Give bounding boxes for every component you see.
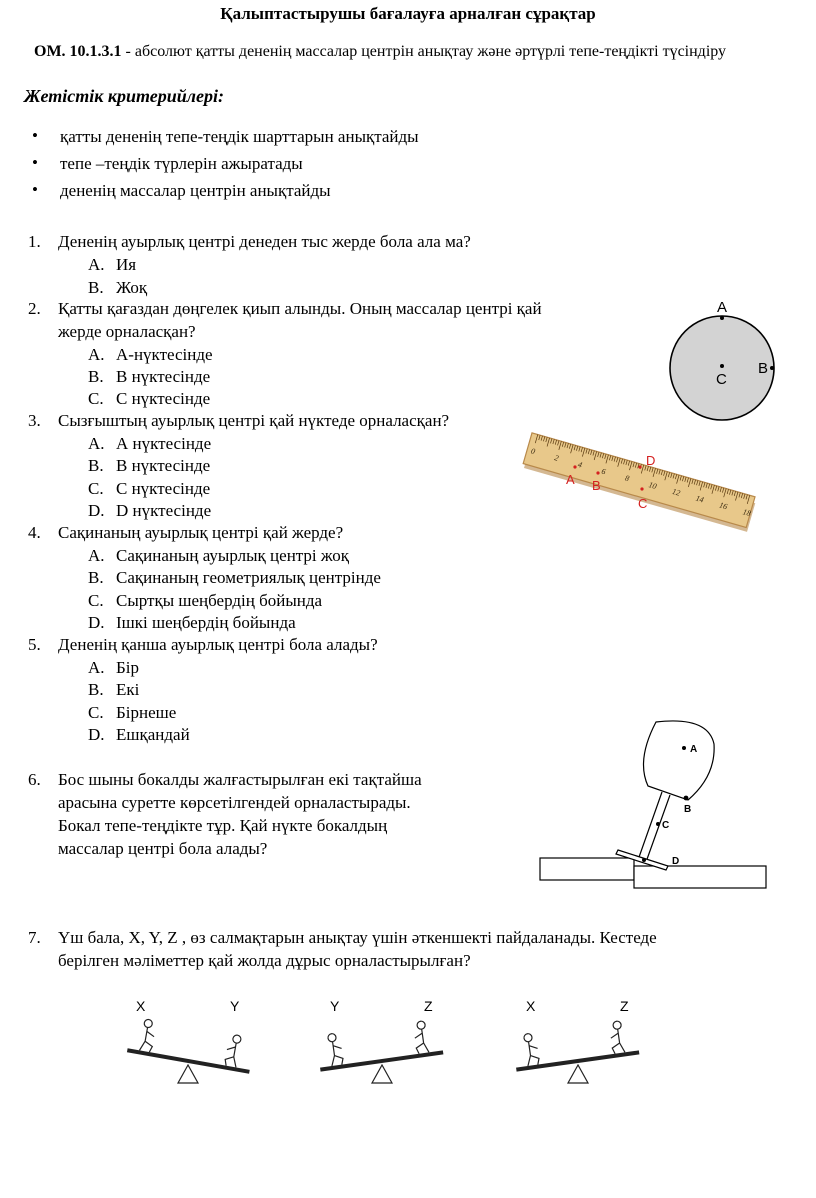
question-number: 2.	[28, 299, 41, 318]
seesaw-1	[118, 993, 268, 1093]
question-3	[28, 411, 450, 431]
label-b: B	[684, 804, 692, 815]
question-text-cont: Бокал тепе-теңдікте тұр. Қай нүкте бокалдың	[58, 816, 388, 835]
option-letter: B.	[88, 278, 104, 297]
label-a: A	[690, 744, 698, 755]
ruler-body	[523, 433, 755, 528]
option	[88, 434, 212, 454]
question-5	[28, 635, 378, 655]
option-letter: B.	[88, 456, 104, 475]
question-text: Үш бала, X, Y, Z , өз салмақтарын анықтау үшін әткеншекті пайдаланады. Кестеде	[58, 928, 657, 947]
option-text: Екі	[116, 680, 140, 699]
circle-figure	[660, 300, 790, 430]
option	[88, 725, 190, 745]
seesaw-3	[508, 993, 658, 1093]
point-d-dot	[638, 465, 641, 468]
option-text: Ішкі шеңбердің бойында	[116, 613, 296, 632]
question-number: 7.	[28, 928, 41, 947]
right-label: Z	[620, 998, 629, 1014]
option-text: Жоқ	[116, 278, 148, 297]
option-letter: A.	[88, 658, 105, 677]
option	[88, 367, 211, 387]
option-letter: C.	[88, 591, 104, 610]
option-text: Бірнеше	[116, 703, 177, 722]
criteria-item: • қатты дененің тепе-теңдік шарттарын анықтайды	[60, 127, 419, 147]
ruler-number: 0	[529, 446, 537, 457]
question-4	[28, 523, 344, 543]
question-text: Дененің ауырлық центрі денеден тыс жерде бола ала ма?	[58, 232, 471, 251]
child-right-icon	[224, 1034, 241, 1068]
child-right-icon	[609, 1021, 625, 1054]
option	[88, 680, 140, 700]
option-text: Бір	[116, 658, 139, 677]
label-b: B	[592, 478, 601, 493]
option-text: С нүктесінде	[116, 389, 211, 408]
option-letter: D.	[88, 725, 105, 744]
question-number: 6.	[28, 770, 41, 789]
label-d: D	[646, 453, 656, 468]
right-label: Y	[230, 998, 240, 1014]
seesaw-fulcrum	[372, 1065, 392, 1083]
option-letter: A.	[88, 434, 105, 453]
option	[88, 658, 139, 678]
option-letter: B.	[88, 568, 104, 587]
question-text-cont: жерде орналасқан?	[58, 322, 196, 341]
question-number: 4.	[28, 523, 41, 542]
option-letter: B.	[88, 367, 104, 386]
child-right-icon	[413, 1021, 429, 1054]
question-text: Дененің қанша ауырлық центрі бола алады?	[58, 635, 378, 654]
option-text: В нүктесінде	[116, 367, 211, 386]
question-2	[28, 299, 542, 319]
label-c: C	[638, 496, 648, 511]
option-letter: D.	[88, 501, 105, 520]
option-text: В нүктесінде	[116, 456, 211, 475]
question-text-cont: берілген мәліметтер қай жолда дұрыс орналастырылған?	[58, 951, 471, 970]
ruler-number: 10	[647, 480, 658, 492]
glass-figure	[538, 720, 770, 890]
child-left-icon	[327, 1033, 343, 1066]
seesaw-2	[312, 993, 462, 1093]
ruler-number: 12	[671, 486, 682, 498]
point-d-dot	[642, 858, 646, 862]
option-letter: A.	[88, 255, 105, 274]
option	[88, 255, 137, 275]
option	[88, 546, 349, 566]
question-number: 3.	[28, 411, 41, 430]
option-text: С нүктесінде	[116, 479, 211, 498]
point-c-dot	[640, 487, 643, 490]
criteria-item: • дененің массалар центрін анықтайды	[60, 181, 331, 201]
seesaw-fulcrum	[568, 1065, 588, 1083]
right-label: Z	[424, 998, 433, 1014]
question-text: Сызғыштың ауырлық центрі қай нүктеде орналасқан?	[58, 411, 450, 430]
option-text: Ия	[116, 255, 137, 274]
option-letter: C.	[88, 703, 104, 722]
point-a-dot	[720, 316, 724, 320]
question-number: 1.	[28, 232, 41, 251]
ruler-number: 2	[553, 453, 560, 463]
ruler-number: 4	[576, 459, 584, 470]
point-b-dot	[684, 796, 689, 801]
question-text: Қатты қағаздан дөңгелек қиып алынды. Оның массалар центрі қай	[58, 299, 542, 318]
label-d: D	[672, 856, 680, 867]
left-label: X	[136, 998, 146, 1014]
child-left-icon	[139, 1019, 156, 1053]
question-number: 5.	[28, 635, 41, 654]
seesaw-fulcrum	[178, 1065, 198, 1083]
option	[88, 613, 296, 633]
option-letter: D.	[88, 613, 105, 632]
point-c-dot	[720, 364, 724, 368]
glass-bowl	[644, 721, 715, 800]
option	[88, 591, 323, 611]
question-text: Сақинаның ауырлық центрі қай жерде?	[58, 523, 344, 542]
criteria-heading: Жетістік критерийлері:	[24, 86, 225, 106]
option-letter: B.	[88, 680, 104, 699]
option	[88, 703, 177, 723]
point-b-dot	[770, 366, 774, 370]
option	[88, 479, 211, 499]
left-label: Y	[330, 998, 340, 1014]
ruler-number: 8	[623, 473, 631, 484]
option-letter: C.	[88, 479, 104, 498]
objective-code: ОМ. 10.1.3.1	[34, 43, 122, 60]
option	[88, 568, 381, 588]
point-c-dot	[656, 822, 660, 826]
option	[88, 278, 148, 298]
option-letter: A.	[88, 345, 105, 364]
question-text-cont: арасына суретте көрсетілгендей орналастырады.	[58, 793, 411, 812]
option-text: Сақинаның геометриялық центрінде	[116, 568, 381, 587]
option	[88, 389, 211, 409]
label-a: A	[566, 472, 575, 487]
board-right	[634, 866, 766, 888]
board-left	[540, 858, 634, 880]
option-letter: C.	[88, 389, 104, 408]
option-text: Сақинаның ауырлық центрі жоқ	[116, 546, 349, 565]
ruler-number: 16	[718, 500, 729, 512]
label-b: B	[758, 360, 769, 377]
option-text: Сыртқы шеңбердің бойында	[116, 591, 323, 610]
ruler-number: 14	[694, 493, 705, 505]
label-c: C	[716, 371, 727, 388]
page-title: Қалыптастырушы бағалауға арналған сұрақтар	[220, 4, 596, 23]
point-b-dot	[596, 471, 599, 474]
label-c: C	[662, 820, 670, 831]
option-text: D нүктесінде	[116, 501, 212, 520]
objective-text: - абсолют қатты дененің массалар центрін анықтау және әртүрлі тепе-теңдікті түсіндіру	[121, 43, 727, 60]
option	[88, 456, 211, 476]
ruler-number: 6	[600, 466, 607, 477]
label-a: A	[717, 299, 728, 316]
option	[88, 345, 213, 365]
question-7	[28, 928, 657, 948]
left-label: X	[526, 998, 536, 1014]
option	[88, 501, 212, 521]
question-1	[28, 232, 471, 252]
ruler-number: 18	[741, 507, 752, 519]
question-text-cont: массалар центрі бола алады?	[58, 839, 268, 858]
question-text: Бос шыны бокалды жалғастырылған екі тақтайша	[58, 770, 422, 789]
option-text: А-нүктесінде	[116, 345, 213, 364]
point-a-dot	[573, 465, 576, 468]
criteria-item: • тепе –теңдік түрлерін ажыратады	[60, 154, 303, 174]
option-letter: A.	[88, 546, 105, 565]
option-text: А нүктесінде	[116, 434, 212, 453]
option-text: Ешқандай	[116, 725, 190, 744]
child-left-icon	[523, 1033, 539, 1066]
learning-objective	[34, 43, 726, 61]
ruler-figure	[520, 430, 770, 540]
point-a-dot	[682, 746, 686, 750]
question-6	[28, 770, 422, 790]
